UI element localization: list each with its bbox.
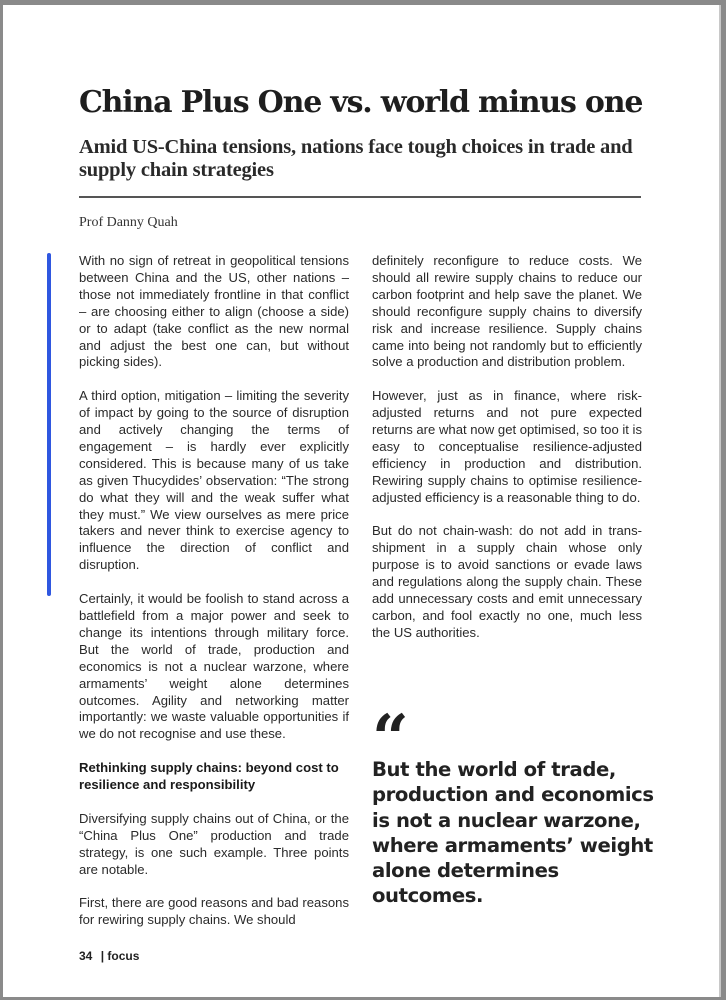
paragraph: First, there are good reasons and bad reasons for rewiring supply chains. We should bbox=[79, 895, 349, 928]
pull-quote bbox=[372, 701, 662, 909]
magazine-page bbox=[3, 5, 719, 997]
quote-mark-icon: “ bbox=[372, 701, 403, 776]
accent-bar bbox=[47, 253, 51, 596]
paragraph: A third option, mitigation – limiting the severity of impact by going to the source of disruption and actively changing the terms of engagement – is hardly ever explicitly considered. This is because many of us take as given Thucydides’ observation: “The strong do what they will and the weak suffer what they must.” We view ourselves as mere price takers and never think to exercise agency to influence the direction of conflict and disruption. bbox=[79, 388, 349, 573]
paragraph: With no sign of retreat in geopolitical tensions between China and the US, other nations – those not immediately frontline in that conflict – are choosing either to align (choose a side) or to adapt (take conflict as the new normal and adjust the best one can, but without picking sides). bbox=[79, 253, 349, 370]
right-column bbox=[372, 253, 642, 659]
section-name: focus bbox=[107, 949, 140, 963]
header-divider bbox=[79, 196, 641, 198]
paragraph: Certainly, it would be foolish to stand across a battlefield from a major power and seek to change its intentions through military force. But the world of trade, production and economics is not a nuclear warzone, where armaments’ weight alone determines outcomes. Agility and networking matter importantly: we waste valuable opportunities if we do not recognise and use these. bbox=[79, 591, 349, 742]
article-title: China Plus One vs. world minus one bbox=[79, 85, 643, 120]
paragraph: definitely reconfigure to reduce costs. We should all rewire supply chains to reduce our carbon footprint and help save the planet. We should reconfigure supply chains to diversify risk and increase resilience. Supply chains came into being not randomly but to efficiently solve a production and distribution problem. bbox=[372, 253, 642, 370]
left-column bbox=[79, 253, 349, 946]
paragraph: However, just as in finance, where risk-adjusted returns and not pure expected returns are what now get optimised, so too it is easy to conceptualise resilience-adjusted efficiency in production and distribution. Rewiring supply chains to optimise resilience-adjusted efficiency is a reasonable thing to do. bbox=[372, 388, 643, 505]
section-heading: Rethinking supply chains: beyond cost to resilience and responsibility bbox=[79, 760, 339, 793]
pull-quote-text: But the world of trade, production and economics is not a nuclear warzone, where armaments’ weight alone determines outcomes. bbox=[372, 758, 654, 908]
author-byline: Prof Danny Quah bbox=[79, 215, 178, 230]
page-edge bbox=[719, 5, 721, 997]
footer-separator: | bbox=[100, 949, 105, 963]
article-subtitle: Amid US-China tensions, nations face tough choices in trade and supply chain strategies bbox=[79, 136, 633, 181]
page-number: 34 bbox=[79, 949, 93, 963]
paragraph: But do not chain-wash: do not add in trans-shipment in a supply chain whose only purpose is to avoid sanctions or evade laws and regulations along the supply chain. These add unnecessary costs and emit unnecessary carbon, and fool exactly no one, much less the US authorities. bbox=[372, 523, 642, 640]
page-footer bbox=[79, 949, 139, 963]
paragraph: Diversifying supply chains out of China, or the “China Plus One” production and trade strategy, is one such example. Three points are notable. bbox=[79, 810, 349, 877]
